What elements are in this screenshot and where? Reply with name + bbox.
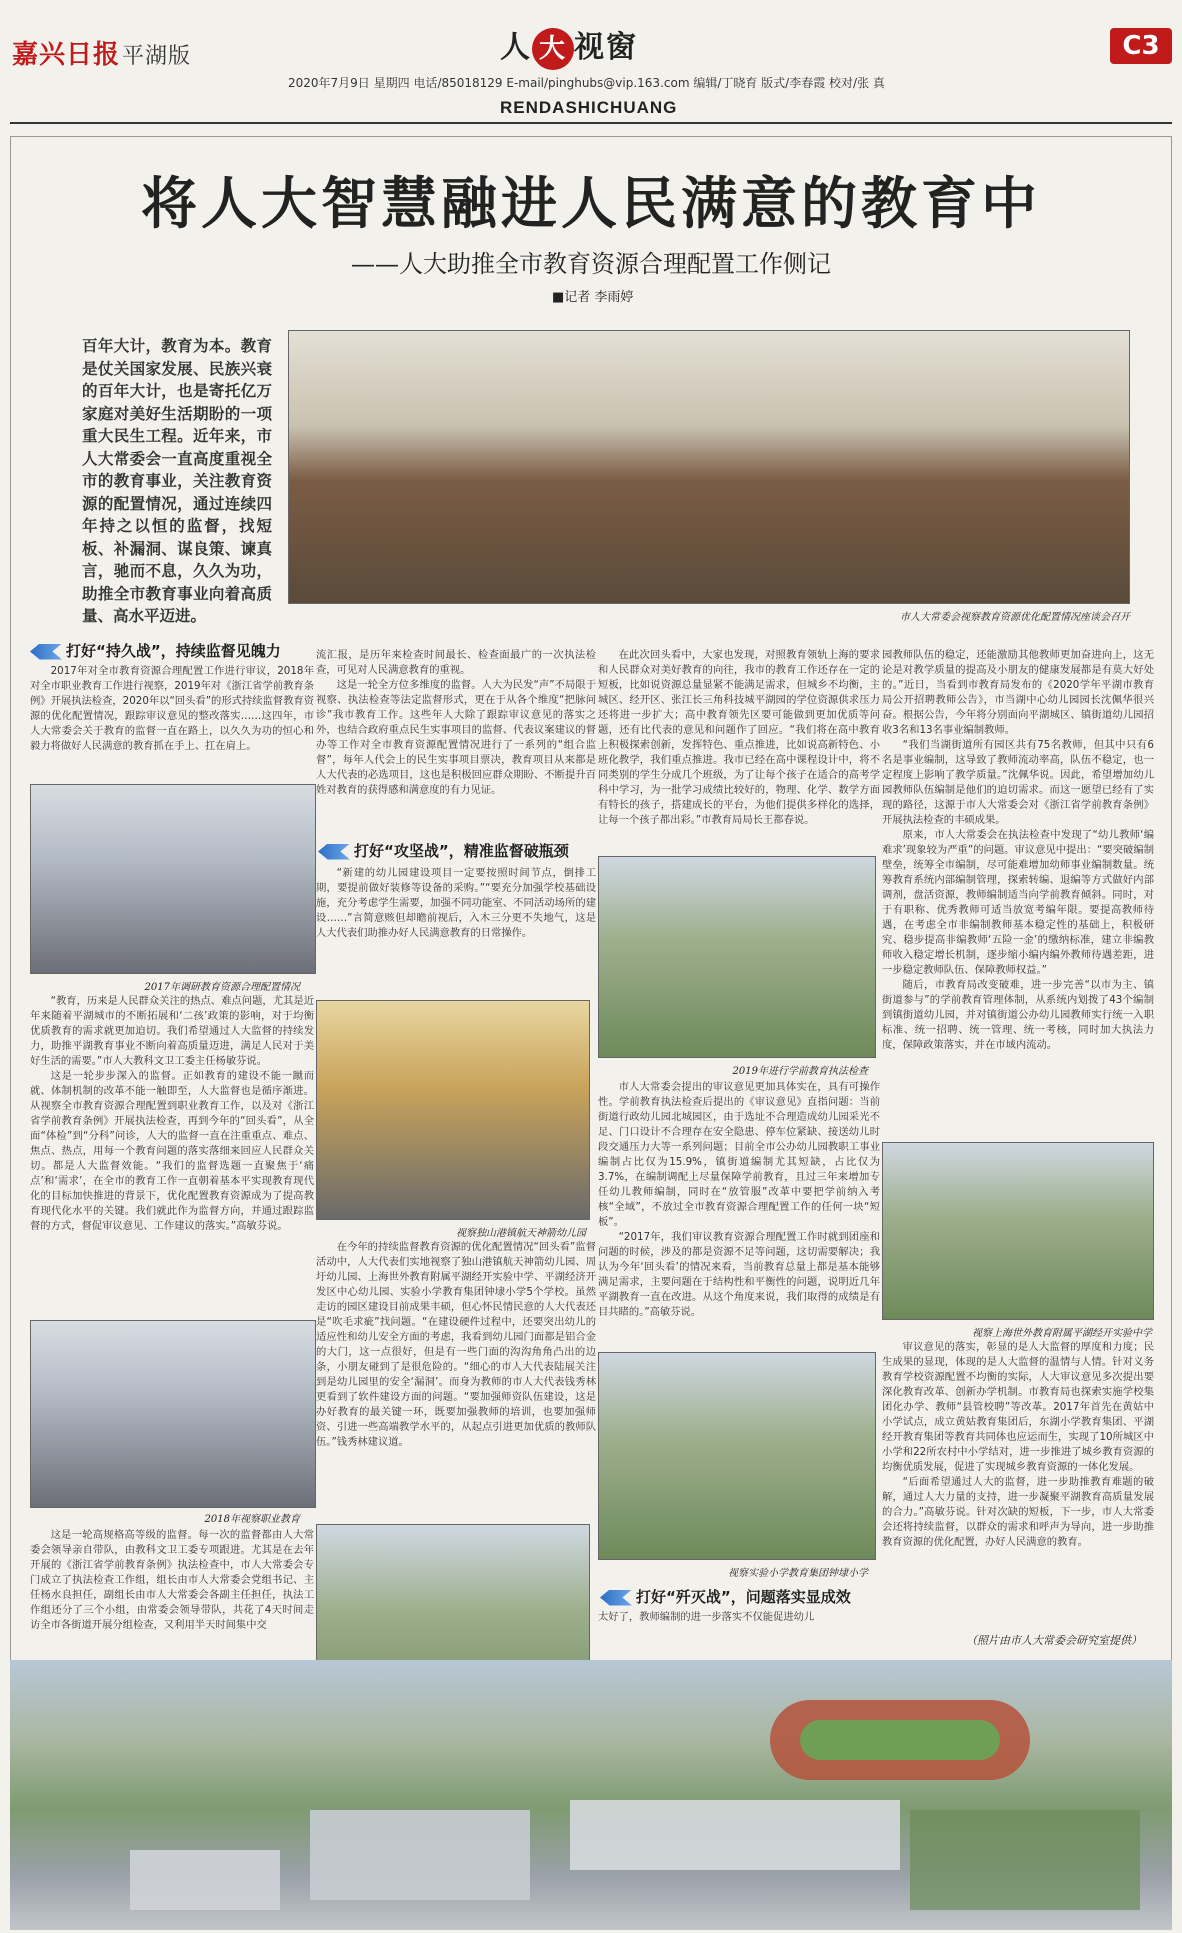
newspaper-logo: 嘉兴日报平湖版 xyxy=(12,40,192,70)
photo-zhongdai-school xyxy=(598,1352,876,1560)
photo-2018-vocational xyxy=(30,1320,316,1508)
section-heading-1: 打好“持久战”，持续监督见魄力 xyxy=(30,640,281,661)
photo-2017-research xyxy=(30,784,316,974)
section-heading-2: 打好“攻坚战”，精准监督破瓶颈 xyxy=(318,840,569,861)
page-number: C3 xyxy=(1110,28,1172,64)
photo-credit: （照片由市人大常委会研究室提供） xyxy=(966,1634,1142,1647)
header-rule xyxy=(10,122,1172,124)
lead-paragraph: 百年大计，教育为本。教育是仗关国家发展、民族兴衰的百年大计，也是寄托亿万家庭对美好生活期盼的一项重大民生工程。近年来，市人大常委会一直高度重视全市的教育事业，关注教育资源的配置情况，通过连续四年持之以恒的监督，找短板、补漏洞、谋良策、谏真言，驰而不息，久久为功，助推全市教育事业向着高质量、高水平迈进。 xyxy=(82,336,272,625)
photo-hangtian-kindergarten xyxy=(316,1000,590,1220)
arrow-icon xyxy=(318,844,350,860)
issue-info: 2020年7月9日 星期四 电话/85018129 E-mail/pinghubs@vip.163.com 编辑/丁晓育 版式/李春霞 校对/张 真 xyxy=(288,76,885,90)
column-k: 审议意见的落实，彰显的是人大监督的厚度和力度；民生成果的显现，体现的是人大监督的温情与人情。针对义务教育学校资源配置不均衡的实际，人大审议意见多次提出要深化教育改革、创新办学机制。市教育局也探索实施学校集团化办学、教师“县管校聘”等改革。2017年首先在黄姑中小学试点，成立黄姑教育集团后，东湖小学教育集团、平湖经开教育集团等教育共同体也应运而生，实现了10所城区中小学和22所农村中小学结对，进一步推进了城乡教育资源的均衡优质发展，促进了实现城乡教育资源的一体化发展。 “后面希望通过人大的监督，进一步助推教育难题的破解，通过人大力量的支持，进一步凝聚平湖教育高质量发展的合力。”高敏芬说。针对次缺的短板，下一步，市人大常委会还将持续监督，以群众的需求和呼声为导向，进一步助推教育资源的优化配置，办好人民满意的教育。 xyxy=(882,1341,1154,1548)
column-i: 太好了，教师编制的进一步落实不仅能促进幼儿 xyxy=(598,1611,815,1623)
section-name-emblem: 大 xyxy=(532,28,574,70)
photo-2019-inspection xyxy=(598,856,876,1058)
main-photo xyxy=(288,330,1130,604)
caption-jingkai: 视察上海世外教育附属平湖经开实验中学 xyxy=(972,1328,1152,1339)
column-d: 流汇报，是历年来检查时间最长、检查面最广的一次执法检查，可见对人民满意教育的重视。 这是一轮全方位多维度的监督。人大为民发“声”不局限于视察、执法检查等法定监督形式，更在于从各个维度“把脉问诊”我市教育工作。这些年人大除了跟踪审议意见的落实之外，也结合政府重点民生实事项目的监督、代表议案建议的督办等工作对全市教育资源配置情况进行了一系列的“组合监督”，每年人代会上的民生实事项目票决，教育项目从来都是人大代表的必选项目，这也是积极回应群众期盼、不断提升百姓对教育的获得感和满意度的有力见证。 xyxy=(316,649,596,796)
article-title: 将人大智慧融进人民满意的教育中 xyxy=(141,172,1041,237)
arrow-icon xyxy=(600,1590,632,1606)
caption-main: 市人大常委会视察教育资源优化配置情况座谈会召开 xyxy=(900,612,1130,623)
section-pinyin: RENDASHICHUANG xyxy=(500,98,678,117)
section-name: 人 大 视窗 xyxy=(500,22,638,70)
column-a: 2017年对全市教育资源合理配置工作进行审议，2018年对全市职业教育工作进行视察，2019年对《浙江省学前教育条例》开展执法检查，2020年以“回头看”的形式持续监督教育资源的优化配置情况，跟踪审议意见的整改落实……这四年，市人大常委会关于教育的监督一直在路上，以久久为功的恒心和毅力将做好人民满意的教育抓在手上、扛在肩上。 xyxy=(30,665,314,752)
column-f: 在今年的持续监督教育资源的优化配置情况“回头看”监督活动中，人大代表们实地视察了独山港镇航天神箭幼儿园、周圩幼儿园、上海世外教育附属平湖经开实验中学、平湖经济开发区中心幼儿园、实验小学教育集团钟埭小学5个学校。虽然走访的园区建设目前成果丰硕，但心怀民情民意的人大代表还是“吹毛求疵”找问题。“在建设硬件过程中，还要突出幼儿的适应性和幼儿安全方面的考虑，我看到幼儿园门面都是铝合金的大门，这一点很好，但是有一些门面的沟沟角角凸出的边条，小朋友碰到了是很危险的。“细心的市人大代表陆展关注到是幼儿园里的安全‘漏洞’。而身为教师的市人大代表钱秀林更看到了软件建设方面的问题。“要加强师资队伍建设，这是办好教育的最关键一环，既要加强教师的培训，也要加强师资、引进一些高端教学水平的，从起点引进更加优质的教师队伍。”钱秀林建议道。 xyxy=(316,1241,596,1448)
column-e: “新建的幼儿园建设项目一定要按照时间节点，倒排工期，要提前做好装修等设备的采购。”“要充分加强学校基础设施，充分考虑学生需要，加强不同功能室、不同活动场所的建设……”言简意赅但却瞻前视后，入木三分更不失地气，这是人大代表们助推办好人民满意教育的日常操作。 xyxy=(316,867,596,939)
byline: ■记者 李雨婷 xyxy=(552,290,634,305)
photo-jingkai-school xyxy=(882,1142,1154,1320)
column-g: 在此次回头看中，大家也发现，对照教育领轨上海的要求和人民群众对美好教育的向往，我市的教育工作还存在一定的短板，比如说资源总量显紧不能满足需求，但城乡不均衡，主城区、经开区、张江长三角科技城平湖园的学位资源供求压力还将进一步扩大；高中教育领先区要可能做到更加优质等问题，还有比代表的意见和问题作了回应。“我们将在高中教育上积极探索创新，发挥特色、重点推进，比如说高新特色、小班化教学，我们重点推进。我市已经在高中课程设计中，将不同类别的学生分成几个班级，为了让每个孩子在适合的高考学科中学习，为一批学习成绩比较好的，物理、化学、数学方面有特长的孩子，搭建成长的平台，为他们提供多样化的选择，让每一个孩子都出彩。”市教育局局长王都春说。 xyxy=(598,649,880,826)
column-j: 园教师队伍的稳定，还能激励其他教师更加奋进向上，这无论是对教学质量的提高及小朋友的健康发展都是有莫大好处的。”近日，当看到市教育局发布的《2020学年平湖市教育局公开招聘教师公告》，市当湖中心幼儿园园长沈佩华很兴奋。根据公告，今年将分别面向平湖城区、镇街道幼儿园招收3名和13名事业编制教师。 “我们当湖街道所有园区共有75名教师，但其中只有6名是事业编制，这导致了教师流动率高，队伍不稳定，也一定程度上影响了教学质量。”沈佩华说。因此，希望增加幼儿园教师队伍编制是他们的迫切需求。而这一愿望已经有了实现的路径，这源于市人大常委会对《浙江省学前教育条例》开展执法检查的丰硕成果。 原来，市人大常委会在执法检查中发现了“幼儿教师‘编难求’现象较为严重”的问题。审议意见中提出：“要突破编制壁垒，统筹全市编制，尽可能难增加幼师事业编制数量。统筹教育系统内部编制管理，探索转编、退编等方式做好内部调剂，盘活资源，教师编制适当向学前教育倾斜。同时，对于有职称、优秀教师可适当放宽考编年限。要提高教师待遇，在考虑全市非编制教师基本稳定性的基础上，积极研究、稳步提高非编教师‘五险一金’的缴纳标准，建立非编教师收入稳定增长机制，逐步缩小编内编外教师待遇差距，进一步稳定教师队伍、保障教师权益。” 随后，市教育局改变破难，进一步完善“以市为主、镇街道参与”的学前教育管理体制，从系统内划拨了43个编制到镇街道幼儿园，并对镇街道公办幼儿园教师实行统一入职标准、统一招聘、统一管理、统一考核，同时加大执法力度，保障政策落实，并在市域内流动。 xyxy=(882,649,1154,1051)
aerial-campus-illustration xyxy=(10,1660,1172,1930)
column-b: “教育，历来是人民群众关注的热点、难点问题，尤其是近年来随着平湖城市的不断拓展和‘二孩’政策的影响，对于均衡优质教育的需求就更加迫切。我们希望通过人大监督的持续发力，助推平湖教育事业不断向着高质量迈进，满足人民对于美好生活的需要。”市人大教科文卫工委主任杨敏芬说。 这是一轮步步深入的监督。正如教育的建设不能一蹴而就、体制机制的改革不能一触即至，人大监督也是循序渐进。从视察全市教育资源合理配置到职业教育工作，以及对《浙江省学前教育条例》开展执法检查，再到今年的“回头看”，从全面“体检”到“分科”问诊，人大的监督一直在注重重点、难点、焦点、热点，用每一个教育问题的落实落细来回应人民群众关切。都是人大监督效能。“我们的监督选题一直聚焦于‘痛点’和‘需求’，在全市的教育工作一直朝着基本平实现教育现代化的目标加快推进的背景下，优化配置教育资源成为了提高教育现代化水平的关键。我们就此作为监督方向，并通过跟踪监督的方式，督促审议意见、工作建议的落实。”高敏芬说。 xyxy=(30,995,314,1232)
section-heading-3: 打好“歼灭战”，问题落实显成效 xyxy=(600,1586,851,1607)
caption-2019: 2019年进行学前教育执法检查 xyxy=(732,1066,868,1077)
column-c: 这是一轮高规格高等级的监督。每一次的监督都由人大常委会领导亲自带队，由教科文卫工委专项跟进。尤其是在去年开展的《浙江省学前教育条例》执法检查中，市人大常委会专门成立了执法检查工作组，组长由市人大常委会党组书记、主任杨水良担任，副组长由市人大常委会各副主任担任，执法工作组还分了三个小组，由常委会领导带队，共花了4天时间走访全市各街道开展分组检查，又利用半天时间集中交 xyxy=(30,1529,314,1631)
article-subtitle: ——人大助推全市教育资源合理配置工作侧记 xyxy=(351,250,831,278)
caption-hangtian: 视察独山港镇航天神箭幼儿园 xyxy=(456,1228,586,1239)
aerial-campus-photo xyxy=(10,1660,1172,1930)
column-h: 市人大常委会提出的审议意见更加具体实在，具有可操作性。学前教育执法检查后提出的《审议意见》直指问题：当前街道行政幼儿园北城园区，由于选址不合理造成幼儿园采光不足、门口设计不合理存在安全隐患、停车位紧缺、接送幼儿时段交通压力大等一系列问题；目前全市公办幼儿园教职工事业编制占比仅为15.9%，镇街道编制尤其短缺，占比仅为3.7%，在编制调配上尽量保障学前教育，且过三年来增加专任幼儿教师编制，同时在“放管服”改革中要把学前纳入考核“全域”，不放过全市教育资源合理配置工作的任何一块“短板”。 “2017年，我们审议教育资源合理配置工作时就到团座和问题的时候，涉及的都是资源不足等问题，这切需要解决；我认为今年‘回头看’的情况来看，当前教育总量上都是基本能够满足需求，主要问题在于结构性和平衡性的问题，说明近几年平湖教育一直在改进。从这个角度来说，我们取得的成绩是有目共睹的。”高敏芬说。 xyxy=(598,1081,880,1318)
caption-zhongdai: 视察实验小学教育集团钟埭小学 xyxy=(728,1568,868,1579)
caption-2017: 2017年调研教育资源合理配置情况 xyxy=(144,982,300,993)
arrow-icon xyxy=(30,644,62,660)
caption-2018: 2018年视察职业教育 xyxy=(204,1514,300,1525)
